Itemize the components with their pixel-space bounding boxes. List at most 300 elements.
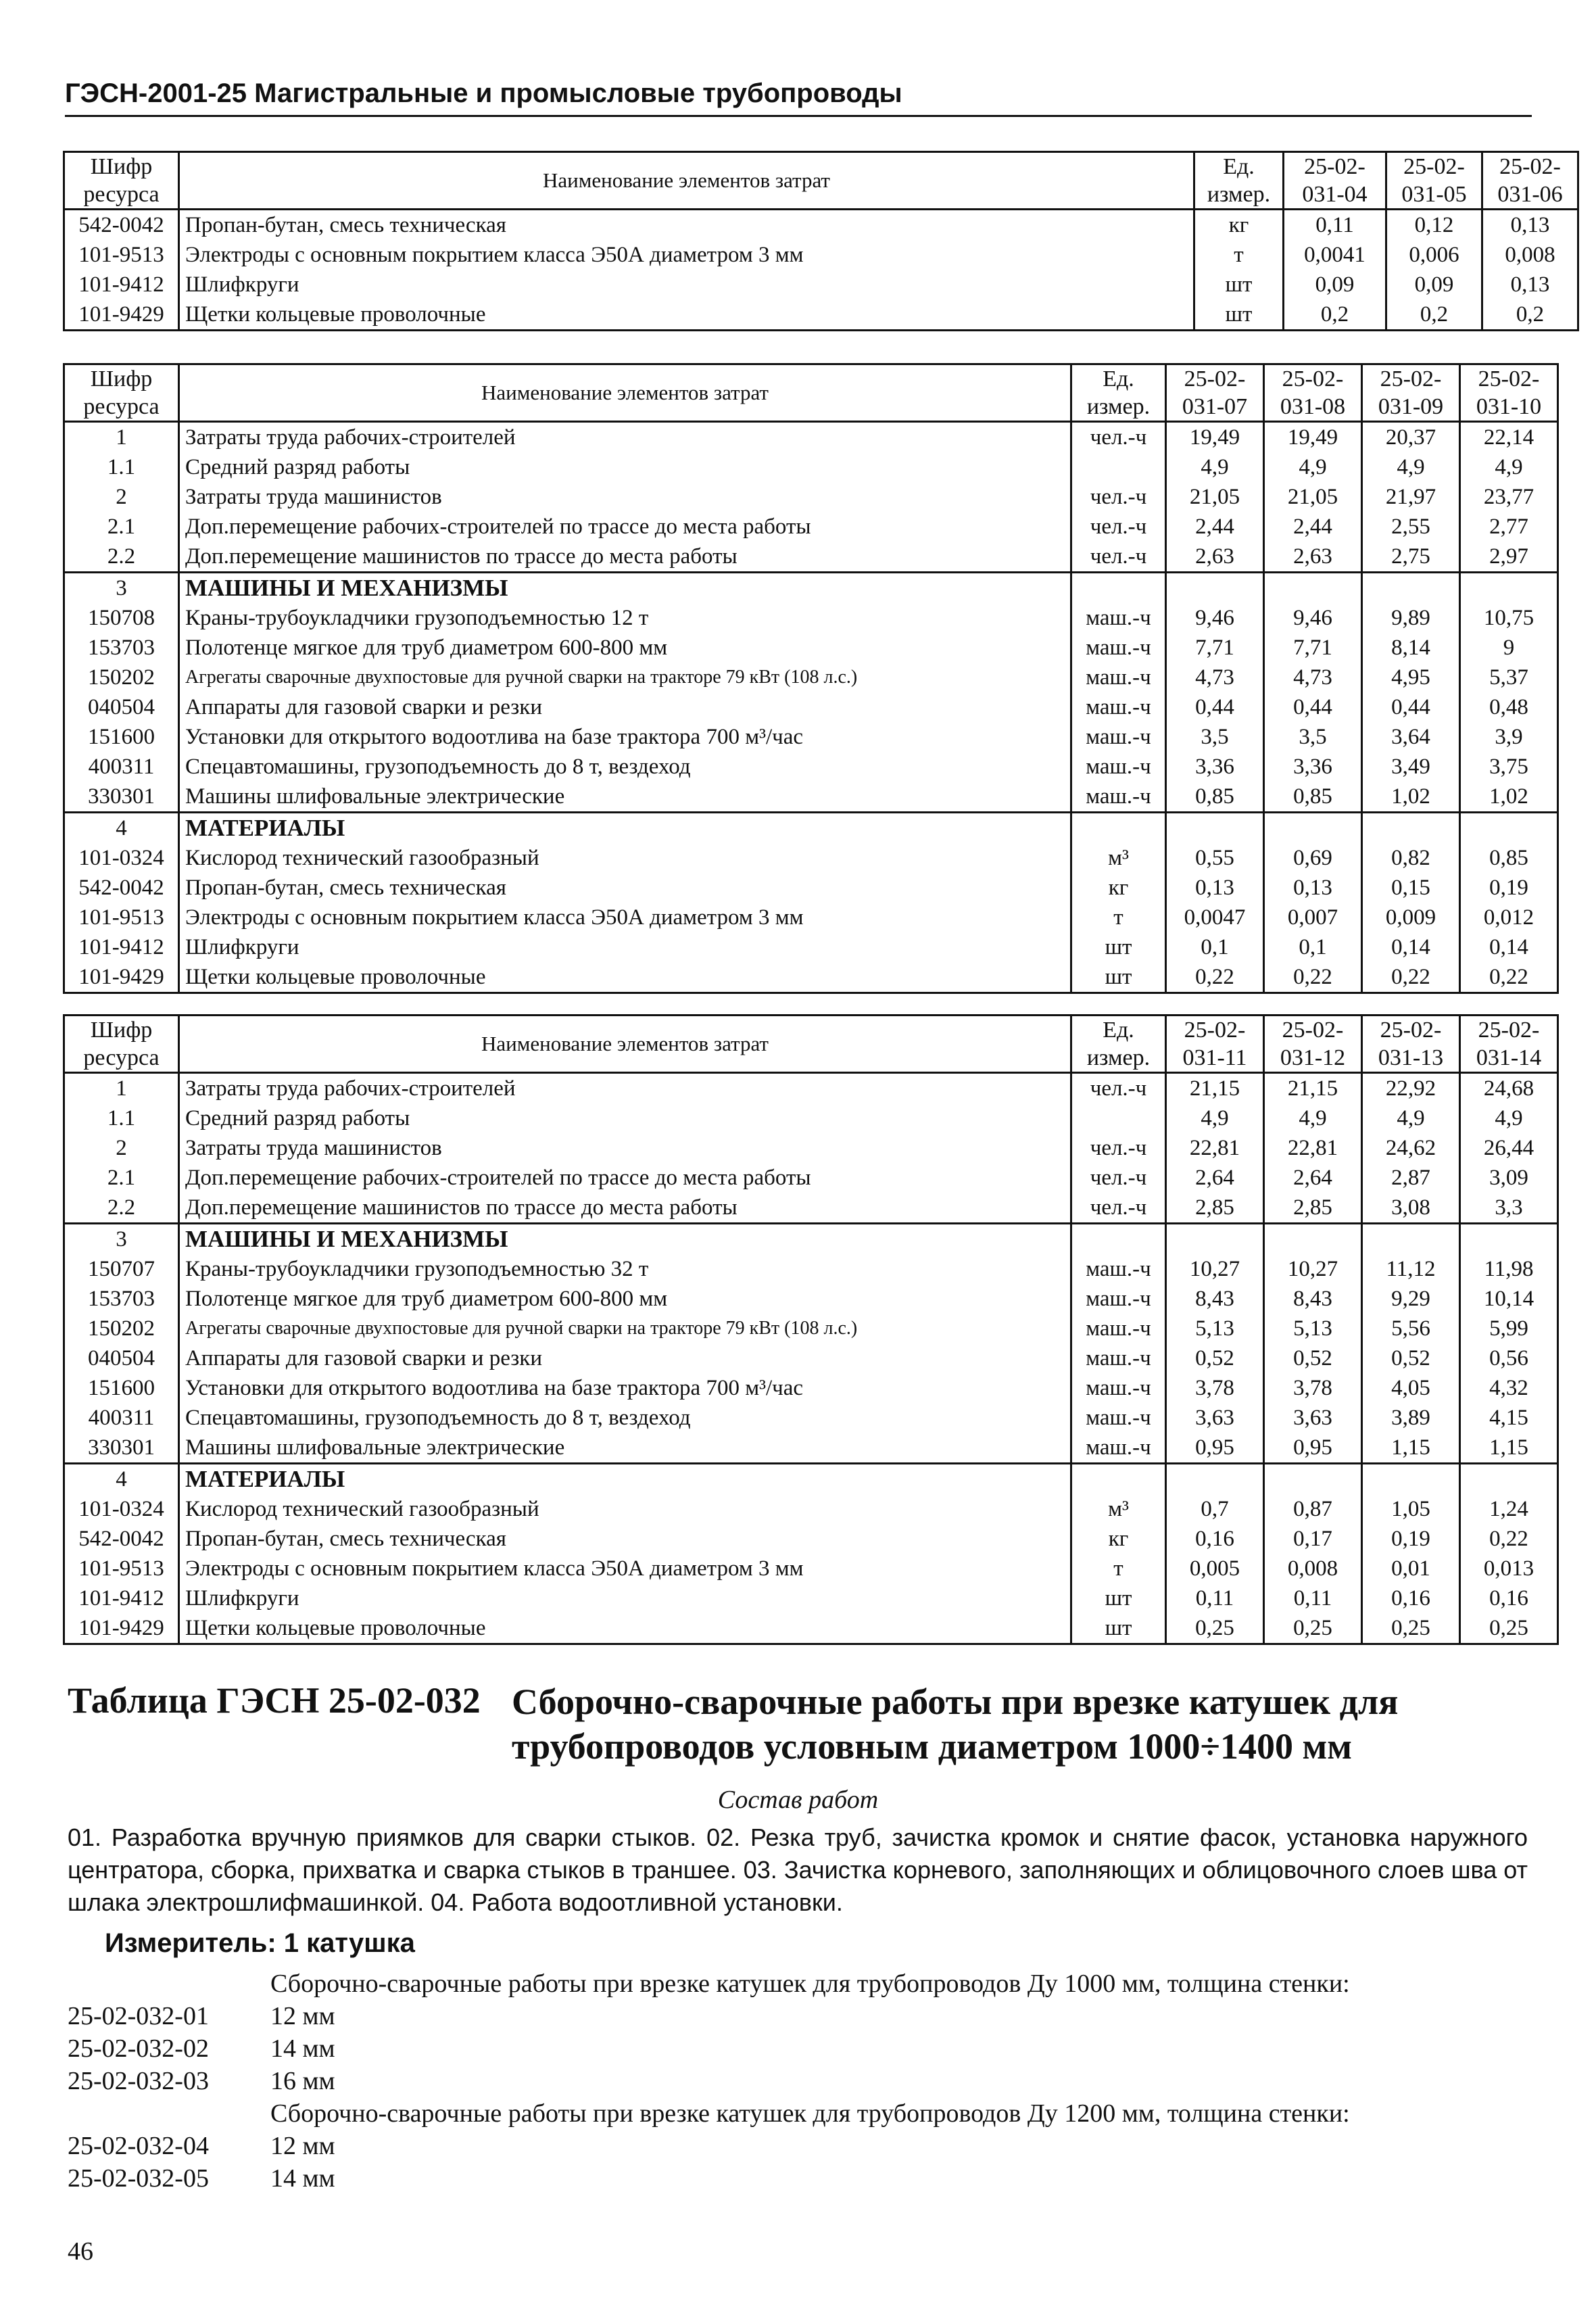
col-header-name: Наименование элементов затрат [179,1016,1071,1073]
norm-value: 3,78 [1264,1373,1362,1403]
cost-element-name: Краны-трубоукладчики грузоподъемностью 12 т [179,603,1071,633]
col-header-code: Шифр [64,1016,179,1045]
cost-element-name: Электроды с основным покрытием класса Э50А диаметром 3 мм [179,240,1194,270]
norm-thickness: 14 мм [270,2164,335,2193]
unit-of-measure: шт [1071,1613,1166,1644]
norm-value: 24,68 [1460,1073,1558,1104]
norm-value: 0,48 [1460,692,1558,722]
resource-table-031-11-14 [63,1014,1559,1645]
cost-element-name: МАШИНЫ И МЕХАНИЗМЫ [179,573,1071,604]
norm-value: 1,24 [1460,1494,1558,1524]
table-row [64,633,1558,663]
norm-value: 24,62 [1362,1133,1460,1163]
norm-value: 2,87 [1362,1163,1460,1193]
resource-code: 2 [64,1133,179,1163]
norm-value: 5,56 [1362,1314,1460,1343]
norm-value [1362,573,1460,604]
col-header-norm: 25-02- [1386,152,1482,181]
norm-value: 0,22 [1166,962,1264,993]
norm-value [1460,573,1558,604]
cost-element-name: Щетки кольцевые проволочные [179,1613,1071,1644]
norm-value: 1,05 [1362,1494,1460,1524]
norm-value: 0,13 [1264,873,1362,903]
norm-value: 4,9 [1460,452,1558,482]
table-row [64,932,1558,962]
table-row [64,873,1558,903]
norm-value: 0,0047 [1166,903,1264,932]
header-row [64,1016,1558,1045]
unit-of-measure: маш.-ч [1071,752,1166,782]
unit-of-measure: маш.-ч [1071,1254,1166,1284]
norm-value: 0,82 [1362,843,1460,873]
cost-element-name: Краны-трубоукладчики грузоподъемностью 32 т [179,1254,1071,1284]
resource-code: 150708 [64,603,179,633]
resource-code: 400311 [64,752,179,782]
table-row [64,962,1558,993]
norm-thickness: 12 мм [270,2132,335,2160]
norm-value: 0,19 [1362,1524,1460,1554]
resource-code: 3 [64,1224,179,1255]
table-row [64,1343,1558,1373]
norm-value: 0,11 [1166,1583,1264,1613]
norm-value: 21,15 [1166,1073,1264,1104]
norm-value: 0,13 [1166,873,1264,903]
norm-value: 23,77 [1460,482,1558,512]
norm-value: 10,27 [1166,1254,1264,1284]
norm-value: 2,44 [1166,512,1264,542]
page-number: 46 [68,2237,93,2266]
norm-value [1362,1464,1460,1495]
norm-value: 0,52 [1362,1343,1460,1373]
unit-of-measure: чел.-ч [1071,1133,1166,1163]
norm-value: 22,92 [1362,1073,1460,1104]
col-header-unit: Ед. [1194,152,1284,181]
unit-of-measure: маш.-ч [1071,1433,1166,1464]
page-header: ГЭСН-2001-25 Магистральные и промысловые трубопроводы [65,78,1532,117]
norm-value: 0,44 [1264,692,1362,722]
unit-of-measure: чел.-ч [1071,422,1166,453]
norm-value [1460,1224,1558,1255]
norm-value [1166,573,1264,604]
norm-value: 9,46 [1166,603,1264,633]
col-header-norm: 031-14 [1460,1044,1558,1073]
resource-code: 101-0324 [64,1494,179,1524]
norm-value: 0,22 [1264,962,1362,993]
norm-value: 0,005 [1166,1554,1264,1583]
resource-code: 101-9429 [64,1613,179,1644]
col-header-name: Наименование элементов затрат [179,152,1194,210]
table-row [64,1403,1558,1433]
norm-value: 4,15 [1460,1403,1558,1433]
norm-value: 4,9 [1460,1103,1558,1133]
norm-value: 0,008 [1482,240,1578,270]
resource-code: 153703 [64,633,179,663]
norm-value [1362,813,1460,844]
norm-value: 22,14 [1460,422,1558,453]
cost-element-name: Спецавтомашины, грузоподъемность до 8 т, вездеход [179,752,1071,782]
norm-value: 11,12 [1362,1254,1460,1284]
resource-code: 151600 [64,722,179,752]
col-header-norm: 25-02- [1362,1016,1460,1045]
norm-value: 0,22 [1460,962,1558,993]
unit-of-measure: маш.-ч [1071,1314,1166,1343]
norm-thickness: 12 мм [270,2002,335,2030]
norm-value: 21,05 [1166,482,1264,512]
norm-value [1460,813,1558,844]
unit-of-measure: чел.-ч [1071,1163,1166,1193]
cost-element-name: Машины шлифовальные электрические [179,1433,1071,1464]
col-header-norm: 031-04 [1284,181,1386,210]
unit-of-measure: шт [1071,962,1166,993]
norm-value [1264,1464,1362,1495]
resource-code: 101-9513 [64,240,179,270]
table-row [64,1133,1558,1163]
cost-element-name: Установки для открытого водоотлива на базе трактора 700 м³/час [179,1373,1071,1403]
norm-code: 25-02-032-04 [68,2132,209,2160]
cost-element-name: Аппараты для газовой сварки и резки [179,1343,1071,1373]
norm-value: 0,95 [1166,1433,1264,1464]
resource-code: 040504 [64,1343,179,1373]
unit-of-measure: маш.-ч [1071,722,1166,752]
table-row [64,722,1558,752]
norm-value: 8,43 [1166,1284,1264,1314]
resource-code: 101-0324 [64,843,179,873]
unit-of-measure [1071,1103,1166,1133]
table-title: Сборочно-сварочные работы при врезке катушек для трубопроводов условным диаметром 1000÷1400 мм [512,1681,1399,1767]
norm-code: 25-02-032-02 [68,2034,209,2063]
col-header-norm: 031-13 [1362,1044,1460,1073]
norm-value: 0,006 [1386,240,1482,270]
table-row [64,1224,1558,1255]
norm-value: 0,19 [1460,873,1558,903]
cost-element-name: Пропан-бутан, смесь техническая [179,873,1071,903]
col-header-code: ресурса [64,181,179,210]
norm-value: 4,05 [1362,1373,1460,1403]
norm-value: 2,85 [1166,1193,1264,1224]
norm-value: 0,7 [1166,1494,1264,1524]
norm-value [1264,1224,1362,1255]
resource-code: 542-0042 [64,1524,179,1554]
resource-code: 101-9513 [64,903,179,932]
norm-value: 3,49 [1362,752,1460,782]
norm-value: 7,71 [1166,633,1264,663]
norm-value: 21,15 [1264,1073,1362,1104]
norm-value: 0,1 [1166,932,1264,962]
norm-value: 3,63 [1166,1403,1264,1433]
norm-value: 0,95 [1264,1433,1362,1464]
table-row [64,1554,1558,1583]
norm-value: 0,0041 [1284,240,1386,270]
norm-value: 0,16 [1362,1583,1460,1613]
norm-value: 0,012 [1460,903,1558,932]
norm-value: 4,9 [1362,1103,1460,1133]
cost-element-name: Затраты труда рабочих-строителей [179,1073,1071,1104]
unit-of-measure: чел.-ч [1071,512,1166,542]
norm-value: 0,2 [1482,300,1578,331]
resource-code: 400311 [64,1403,179,1433]
cost-element-name: МАТЕРИАЛЫ [179,1464,1071,1495]
cost-element-name: Щетки кольцевые проволочные [179,300,1194,331]
group-heading-du1200: Сборочно-сварочные работы при врезке катушек для трубопроводов Ду 1200 мм, толщина стенки: [270,2099,1350,2128]
norm-value: 0,15 [1362,873,1460,903]
col-header-norm: 25-02- [1284,152,1386,181]
table-row [64,782,1558,813]
resource-table-031-04-06 [63,151,1579,331]
table-row [64,542,1558,573]
norm-value: 2,77 [1460,512,1558,542]
norm-value: 0,009 [1362,903,1460,932]
cost-element-name: Спецавтомашины, грузоподъемность до 8 т, вездеход [179,1403,1071,1433]
norm-value: 5,37 [1460,663,1558,692]
norm-value: 0,22 [1460,1524,1558,1554]
unit-of-measure: м³ [1071,843,1166,873]
table-row [64,1163,1558,1193]
unit-of-measure: шт [1194,270,1284,300]
norm-value: 22,81 [1264,1133,1362,1163]
norm-value: 20,37 [1362,422,1460,453]
norm-value: 5,13 [1264,1314,1362,1343]
norm-value [1264,813,1362,844]
table-row [64,512,1558,542]
col-header-unit: Ед. [1071,1016,1166,1045]
table-row [64,1254,1558,1284]
norm-value: 0,52 [1166,1343,1264,1373]
norm-value: 2,64 [1166,1163,1264,1193]
norm-value [1460,1464,1558,1495]
col-header-norm: 031-08 [1264,393,1362,422]
norm-value [1264,573,1362,604]
resource-code: 101-9513 [64,1554,179,1583]
norm-value: 0,09 [1284,270,1386,300]
table-row [64,452,1558,482]
unit-of-measure: маш.-ч [1071,782,1166,813]
norm-value: 1,02 [1460,782,1558,813]
resource-code: 2.1 [64,512,179,542]
resource-code: 2 [64,482,179,512]
norm-value: 3,08 [1362,1193,1460,1224]
resource-code: 040504 [64,692,179,722]
table-row [64,1494,1558,1524]
norm-code: 25-02-032-01 [68,2002,209,2030]
resource-code: 101-9412 [64,270,179,300]
norm-value: 4,32 [1460,1373,1558,1403]
col-header-norm: 031-10 [1460,393,1558,422]
norm-value: 0,55 [1166,843,1264,873]
table-row [64,903,1558,932]
norm-value: 9,29 [1362,1284,1460,1314]
norm-value: 8,43 [1264,1284,1362,1314]
resource-code: 4 [64,813,179,844]
norm-value: 10,14 [1460,1284,1558,1314]
resource-code: 4 [64,1464,179,1495]
norm-value: 0,44 [1362,692,1460,722]
table-row [64,663,1558,692]
resource-code: 2.1 [64,1163,179,1193]
resource-code: 151600 [64,1373,179,1403]
unit-of-measure: кг [1071,1524,1166,1554]
norm-value: 0,69 [1264,843,1362,873]
table-row [64,210,1578,241]
cost-element-name: Затраты труда машинистов [179,1133,1071,1163]
col-header-code: Шифр [64,364,179,393]
norm-value: 0,013 [1460,1554,1558,1583]
norm-value [1166,1224,1264,1255]
cost-element-name: Пропан-бутан, смесь техническая [179,1524,1071,1554]
table-row [64,692,1558,722]
unit-of-measure [1071,1224,1166,1255]
norm-value: 0,13 [1482,210,1578,241]
table-row [64,1314,1558,1343]
table-row [64,813,1558,844]
norm-value: 0,01 [1362,1554,1460,1583]
norm-value: 0,16 [1460,1583,1558,1613]
norm-value: 3,89 [1362,1403,1460,1433]
table-row [64,1373,1558,1403]
norm-value: 0,44 [1166,692,1264,722]
norm-value: 5,13 [1166,1314,1264,1343]
col-header-unit: измер. [1194,181,1284,210]
norm-value: 10,75 [1460,603,1558,633]
norm-value: 0,25 [1166,1613,1264,1644]
norm-value: 4,95 [1362,663,1460,692]
norm-value: 2,55 [1362,512,1460,542]
unit-of-measure: шт [1194,300,1284,331]
norm-value: 4,9 [1362,452,1460,482]
cost-element-name: Доп.перемещение рабочих-строителей по трассе до места работы [179,1163,1071,1193]
resource-code: 150202 [64,663,179,692]
norm-value: 0,008 [1264,1554,1362,1583]
unit-of-measure: т [1194,240,1284,270]
norm-value: 26,44 [1460,1133,1558,1163]
header-row [64,152,1578,181]
col-header-norm: 25-02- [1264,1016,1362,1045]
norm-value: 4,9 [1264,452,1362,482]
measure-unit: Измеритель: 1 катушка [105,1928,415,1958]
norm-value: 9,46 [1264,603,1362,633]
norm-value: 8,14 [1362,633,1460,663]
col-header-norm: 25-02- [1482,152,1578,181]
unit-of-measure: маш.-ч [1071,1373,1166,1403]
norm-value: 0,17 [1264,1524,1362,1554]
table-row [64,1613,1558,1644]
resource-code: 330301 [64,1433,179,1464]
resource-code: 1.1 [64,1103,179,1133]
unit-of-measure [1071,573,1166,604]
norm-value: 0,1 [1264,932,1362,962]
unit-of-measure: маш.-ч [1071,692,1166,722]
col-header-norm: 031-09 [1362,393,1460,422]
norm-value: 22,81 [1166,1133,1264,1163]
cost-element-name: МАШИНЫ И МЕХАНИЗМЫ [179,1224,1071,1255]
table-row [64,1524,1558,1554]
unit-of-measure: маш.-ч [1071,1284,1166,1314]
unit-of-measure: маш.-ч [1071,1343,1166,1373]
norm-value: 0,25 [1264,1613,1362,1644]
norm-value: 21,05 [1264,482,1362,512]
unit-of-measure: т [1071,1554,1166,1583]
norm-value: 2,64 [1264,1163,1362,1193]
cost-element-name: Доп.перемещение рабочих-строителей по трассе до места работы [179,512,1071,542]
norm-value: 10,27 [1264,1254,1362,1284]
resource-code: 153703 [64,1284,179,1314]
table-row [64,603,1558,633]
norm-value: 2,63 [1264,542,1362,573]
table-row [64,240,1578,270]
cost-element-name: Полотенце мягкое для труб диаметром 600-800 мм [179,1284,1071,1314]
norm-value: 3,5 [1166,722,1264,752]
table-row [64,1583,1558,1613]
norm-value: 0,52 [1264,1343,1362,1373]
cost-element-name: Пропан-бутан, смесь техническая [179,210,1194,241]
norm-value: 0,14 [1362,932,1460,962]
norm-value [1362,1224,1460,1255]
resource-code: 542-0042 [64,210,179,241]
resource-code: 101-9412 [64,1583,179,1613]
norm-value: 7,71 [1264,633,1362,663]
norm-code: 25-02-032-05 [68,2164,209,2193]
resource-code: 2.2 [64,1193,179,1224]
cost-element-name: Кислород технический газообразный [179,1494,1071,1524]
norm-value: 21,97 [1362,482,1460,512]
norm-value: 0,12 [1386,210,1482,241]
cost-element-name: Затраты труда машинистов [179,482,1071,512]
norm-value: 9,89 [1362,603,1460,633]
unit-of-measure: маш.-ч [1071,663,1166,692]
cost-element-name: Установки для открытого водоотлива на базе трактора 700 м³/час [179,722,1071,752]
cost-element-name: Шлифкруги [179,1583,1071,1613]
col-header-norm: 25-02- [1460,364,1558,393]
norm-value: 2,44 [1264,512,1362,542]
norm-value: 0,007 [1264,903,1362,932]
col-header-norm: 25-02- [1460,1016,1558,1045]
col-header-code: Шифр [64,152,179,181]
unit-of-measure: маш.-ч [1071,1403,1166,1433]
unit-of-measure: чел.-ч [1071,1193,1166,1224]
cost-element-name: Электроды с основным покрытием класса Э50А диаметром 3 мм [179,1554,1071,1583]
norm-value: 0,85 [1460,843,1558,873]
col-header-norm: 031-06 [1482,181,1578,210]
norm-value: 0,09 [1386,270,1482,300]
norm-value: 3,64 [1362,722,1460,752]
resource-table-031-07-10 [63,363,1559,994]
header-row [64,364,1558,393]
col-header-norm: 031-05 [1386,181,1482,210]
norm-value: 19,49 [1166,422,1264,453]
resource-code: 101-9429 [64,300,179,331]
unit-of-measure [1071,452,1166,482]
col-header-norm: 25-02- [1264,364,1362,393]
work-composition-heading: Состав работ [717,1786,879,1814]
norm-value: 5,99 [1460,1314,1558,1343]
cost-element-name: Шлифкруги [179,270,1194,300]
unit-of-measure: м³ [1071,1494,1166,1524]
norm-value: 1,02 [1362,782,1460,813]
cost-element-name: Электроды с основным покрытием класса Э50А диаметром 3 мм [179,903,1071,932]
resource-code: 150202 [64,1314,179,1343]
cost-element-name: Щетки кольцевые проволочные [179,962,1071,993]
norm-value: 0,25 [1362,1613,1460,1644]
norm-value: 2,75 [1362,542,1460,573]
table-row [64,482,1558,512]
resource-code: 150707 [64,1254,179,1284]
unit-of-measure: кг [1194,210,1284,241]
norm-value: 0,2 [1386,300,1482,331]
table-row [64,1464,1558,1495]
col-header-code: ресурса [64,1044,179,1073]
table-row [64,1073,1558,1104]
cost-element-name: Средний разряд работы [179,452,1071,482]
norm-thickness: 14 мм [270,2034,335,2063]
